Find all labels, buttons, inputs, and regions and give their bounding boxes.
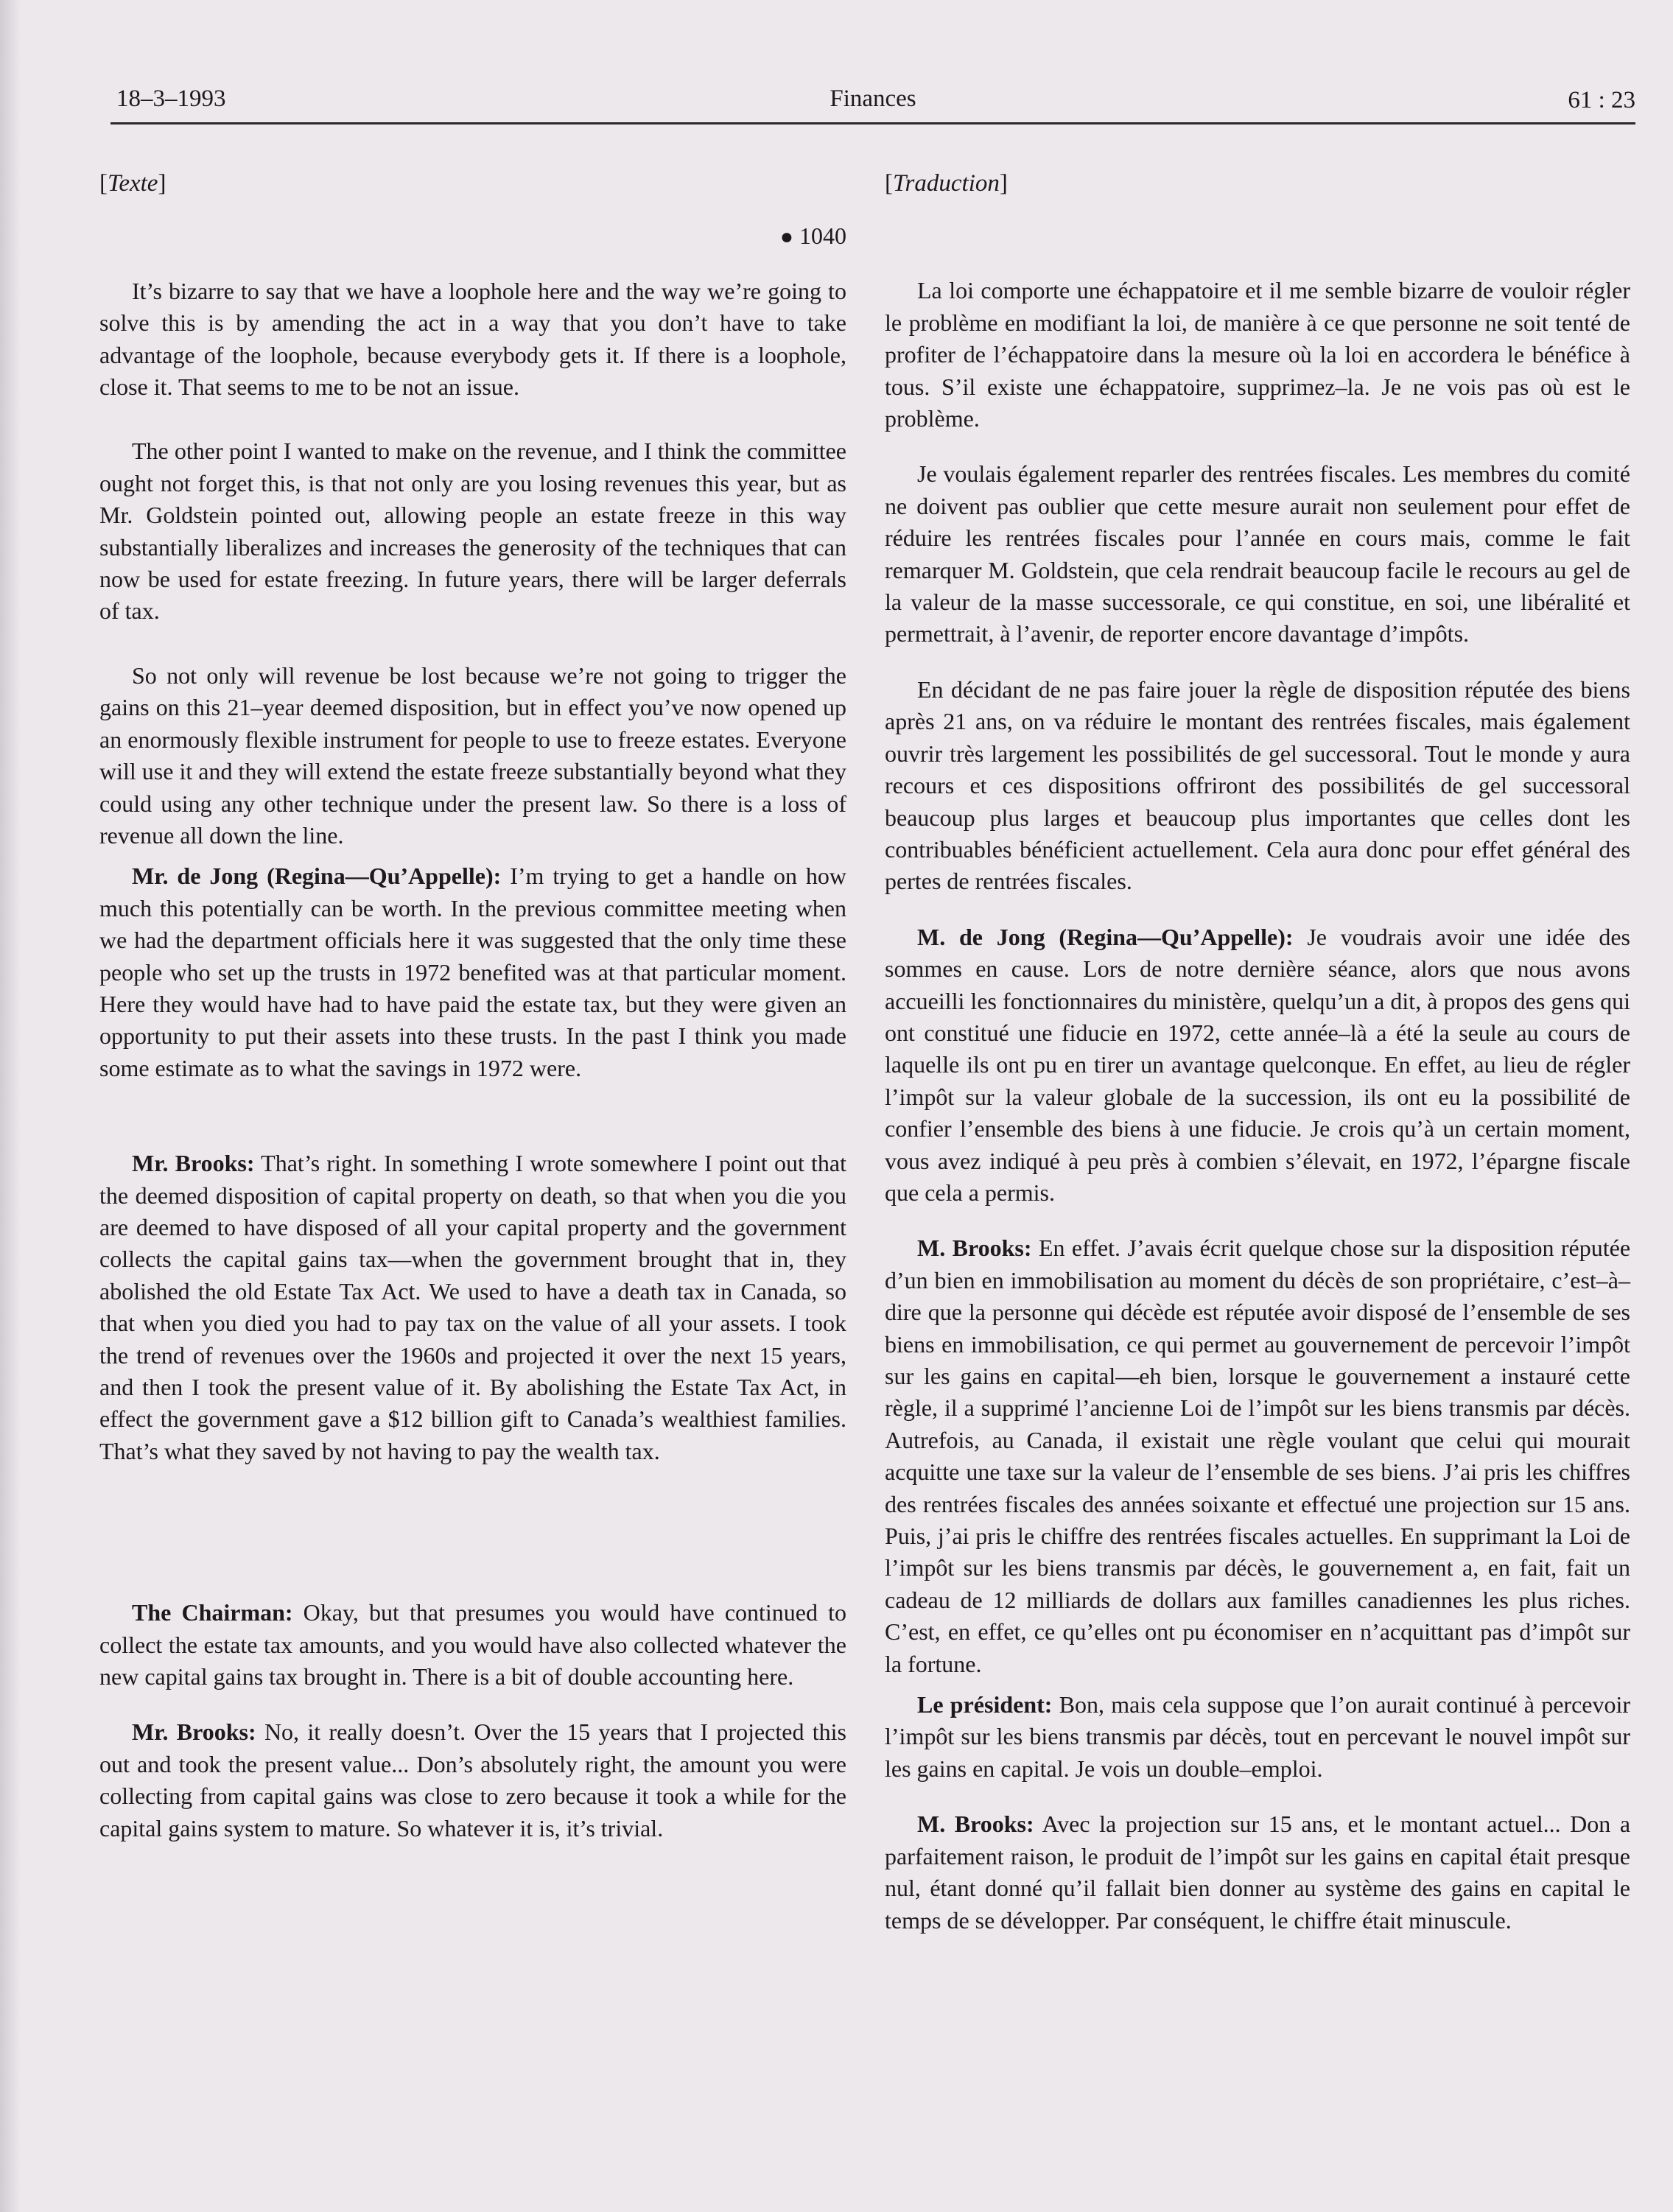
paragraph: M. de Jong (Regina—Qu’Appelle): Je voudrais avoir une idée des sommes en cause. Lors de notre dernière séance, alors que nous avons accueilli les fonctionnaires du ministère, quelqu’un a dit, à propos des gens qui ont constitué une fiducie en 1972, cette année–là a été la seule au cours de laquelle ils ont pu en tirer un avantage quelconque. En effet, au lieu de régler l’impôt sur la valeur globale de la succession, ils ont eu la possibilité de confier l’ensemble des biens à une fiducie. Je crois qu’à un certain moment, vous avez indiqué à peu près à combien s’élevait, en 1972, l’épargne fiscale que cela a permis. bbox=[885, 923, 1630, 1206]
time-marker: ● 1040 bbox=[779, 222, 846, 250]
speaker-name: The Chairman: bbox=[132, 1599, 293, 1626]
header-page-number: 61 : 23 bbox=[1568, 87, 1635, 113]
running-header bbox=[111, 81, 1635, 118]
speaker-name: Le président: bbox=[917, 1691, 1053, 1718]
paragraph: En décidant de ne pas faire jouer la règle de disposition réputée des biens après 21 ans, on va réduire le montant des rentrées fiscales, mais également ouvrir très largement les possibilités de gel successoral. Tout le monde y aura recours et ces dispositions offriront des possibilités de gel successoral beaucoup plus larges et beaucoup plus importantes que celles dont les contribuables bénéficient actuellement. Cela aura donc pour effet général des pertes de rentrées fiscales. bbox=[885, 675, 1630, 895]
paragraph: Mr. Brooks: No, it really doesn’t. Over the 15 years that I projected this out and took the present value... Don’s absolutely right, the amount you were collecting from capital gains was close to zero because it took a while for the capital gains system to mature. So whatever it is, it’s trivial. bbox=[99, 1718, 847, 1841]
paragraph: So not only will revenue be lost because we’re not going to trigger the gains on this 21–year deemed disposition, but in effect you’ve now opened up an enormously flexible instrument for people to use to freeze estates. Everyone will use it and they will extend the estate freeze substantially beyond what they could using any other technique under the present law. So there is a loss of revenue all down the line. bbox=[99, 661, 846, 849]
bullet-icon: ● bbox=[779, 225, 793, 250]
speaker-name: M. de Jong (Regina—Qu’Appelle): bbox=[917, 923, 1294, 950]
paragraph: Mr. de Jong (Regina—Qu’Appelle): I’m trying to get a handle on how much this potentially can be worth. In the previous committee meeting when we had the department officials here it was suggested that the only time these people who set up the trusts in 1972 benefited was at that particular moment. Here they would have had to have paid the estate tax, but they were given an opportunity to put their assets into these trusts. In the past I think you made some estimate as to what the savings in 1972 were. bbox=[99, 863, 847, 1081]
section-label-texte: [Texte] bbox=[99, 170, 166, 197]
paragraph: M. Brooks: En effet. J’avais écrit quelque chose sur la disposition réputée d’un bien en immobilisation au moment du décès de son propriétaire, c’est–à–dire que la personne qui décède est réputée avoir disposé de l’ensemble de ses biens en immobilisation, ce qui permet au gouvernement de percevoir l’impôt sur les gains en capital—eh bien, lorsque le gouvernement a instauré cette règle, il a supprimé l’ancienne Loi de l’impôt sur les biens transmis par décès. Autrefois, au Canada, il existait une règle voulant que celui qui mourait acquitte une taxe sur la valeur de l’ensemble de ses biens. J’ai pris les chiffres des rentrées fiscales des années soixante et effectué une projection sur 15 ans. Puis, j’ai pris le chiffre des rentrées fiscales actuelles. En supprimant la Loi de l’impôt sur les biens transmis par décès, le gouvernement a, en fait, fait un cadeau de 12 milliards de dollars aux familles canadiennes les plus riches. C’est, en effet, ce qu’elles ont pu économiser en n’acquittant pas d’impôt sur la fortune. bbox=[885, 1235, 1631, 1677]
speaker-name: M. Brooks: bbox=[917, 1811, 1034, 1838]
section-label-traduction: [Traduction] bbox=[885, 170, 1008, 197]
header-rule bbox=[111, 122, 1635, 124]
paragraph: M. Brooks: Avec la projection sur 15 ans, et le montant actuel... Don a parfaitement raison, le produit de l’impôt sur les gains en capital était presque nul, étant donné qu’il fallait bien donner au système des gains en capital le temps de se développer. Par conséquent, le chiffre était minuscule. bbox=[885, 1811, 1631, 1934]
speaker-name: M. Brooks: bbox=[917, 1235, 1032, 1262]
paragraph: The other point I wanted to make on the revenue, and I think the committee ought not forget this, is that not only are you losing revenues this year, but as Mr. Goldstein pointed out, allowing people an estate freeze in this way substantially liberalizes and increases the generosity of the techniques that can now be used for estate freezing. In future years, there will be larger deferrals of tax. bbox=[99, 438, 846, 625]
speaker-name: Mr. de Jong (Regina—Qu’Appelle): bbox=[132, 863, 502, 890]
right-column bbox=[885, 168, 1630, 1937]
header-title: Finances bbox=[830, 85, 916, 112]
speaker-name: Mr. Brooks: bbox=[132, 1150, 255, 1177]
paragraph: La loi comporte une échappatoire et il me semble bizarre de vouloir régler le problème en modifiant la loi, de manière à ce que personne ne soit tenté de profiter de l’échappatoire dans la mesure où la loi en accordera le bénéfice à tous. S’il existe une échappatoire, supprimez–la. Je ne vois pas où est le problème. bbox=[885, 277, 1630, 432]
paragraph: Mr. Brooks: That’s right. In something I wrote somewhere I point out that the deemed disposition of capital property on death, so that when you die you are deemed to have disposed of all your capital property and the government collects the capital gains tax—when the government brought that in, they abolished the old Estate Tax Act. We used to have a death tax in Canada, so that when you died you had to pay tax on the value of all your assets. I took the trend of revenues over the 1960s and projected it over the next 15 years, and then I took the present value of it. By abolishing the Estate Tax Act, in effect the government gave a $12 billion gift to Canada’s wealthiest families. That’s what they saved by not having to pay the wealth tax. bbox=[99, 1150, 847, 1464]
paragraph: The Chairman: Okay, but that presumes you would have continued to collect the estate tax amounts, and you would have also collected whatever the new capital gains tax brought in. There is a bit of double accounting here. bbox=[99, 1599, 846, 1690]
left-column bbox=[99, 168, 846, 1844]
paragraph: It’s bizarre to say that we have a loophole here and the way we’re going to solve this is by amending the act in a way that you don’t have to take advantage of the loophole, because everybody gets it. If there is a loophole, close it. That seems to me to be not an issue. bbox=[99, 277, 846, 401]
paragraph: Le président: Bon, mais cela suppose que l’on aurait continué à percevoir l’impôt sur les biens transmis par décès, tout en percevant le nouvel impôt sur les gains en capital. Je vois un double–emploi. bbox=[885, 1691, 1631, 1782]
header-date: 18–3–1993 bbox=[116, 85, 226, 112]
paragraph: Je voulais également reparler des rentrées fiscales. Les membres du comité ne doivent pas oublier que cette mesure aurait non seulement pour effet de réduire les rentrées fiscales pour l’année en cours mais, comme le fait remarquer M. Goldstein, que cela rendrait beaucoup facile le recours au gel de la valeur de la masse successorale, ce qui constitue, en soi, une libéralité et permettrait, à l’avenir, de reporter encore davantage d’impôts. bbox=[885, 460, 1630, 647]
page-gutter-shadow bbox=[0, 0, 21, 2212]
speaker-name: Mr. Brooks: bbox=[132, 1718, 256, 1746]
